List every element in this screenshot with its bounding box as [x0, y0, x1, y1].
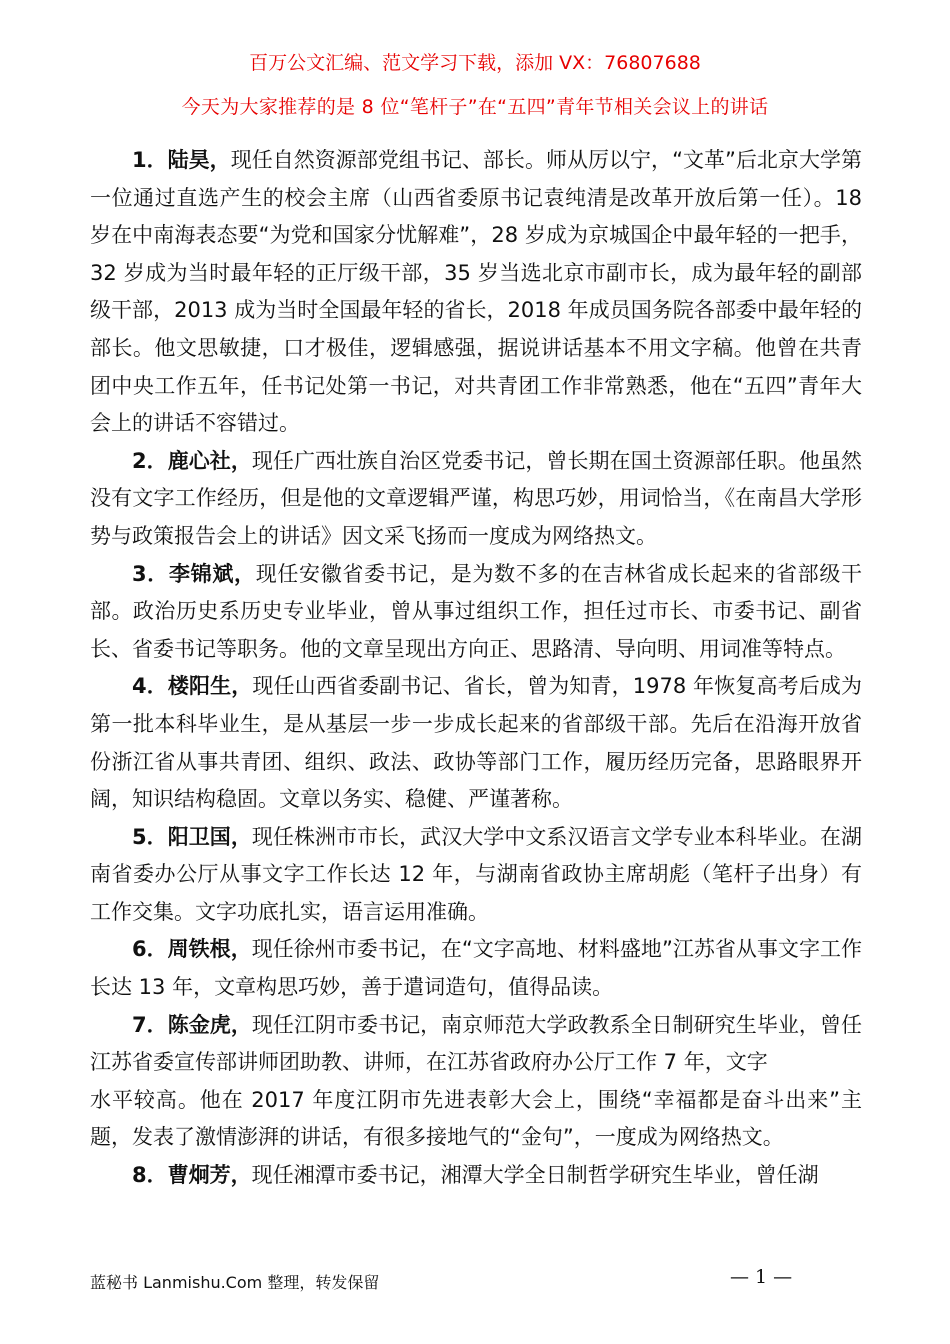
paragraph-text: 现任湘潭市委书记，湘潭大学全日制哲学研究生毕业，曾任湖: [251, 1163, 819, 1188]
paragraph-lead: 3．李锦斌，: [132, 561, 256, 586]
paragraph-lead: 1．陆昊，: [132, 148, 231, 172]
paragraph-li-jinbin: [90, 556, 862, 669]
paragraph-text: 水平较高。他在 2017 年度江阴市先进表彰大会上，围绕“幸福都是奋斗出来”主题，发表了激情澎湃的讲话，有很多接地气的“金句”，一度成为网络热文。: [90, 1087, 862, 1150]
paragraph-text: 现任株洲市市长，武汉大学中文系汉语言文学专业本科毕业。在湖南省委办公厅从事文字工作长达 12 年，与湖南省政协主席胡彪（笔杆子出身）有工作交集。文字功底扎实，语言运用准确。: [90, 824, 862, 924]
paragraph-lou-yangsheng: [90, 668, 862, 818]
paragraph-text: 现任安徽省委书记，是为数不多的在吉林省成长起来的省部级干部。政治历史系历史专业毕业，曾从事过组织工作，担任过市长、市委书记、副省长、省委书记等职务。他的文章呈现出方向正、思路清、导向明、用词准等特点。: [90, 561, 862, 661]
paragraph-text: 现任山西省委副书记、省长，曾为知青，1978 年恢复高考后成为第一批本科毕业生，是从基层一步一步成长起来的省部级干部。先后在沿海开放省份浙江省从事共青团、组织、政法、政协等部门工作，履历经历完备，思路眼界开阔，知识结构稳固。文章以务实、稳健、严谨著称。: [90, 674, 862, 812]
paragraph-lu-xinshe: [90, 443, 862, 556]
document-body: [90, 142, 862, 1195]
paragraph-text: 现任徐州市委书记，在“文字高地、材料盛地”江苏省从事文字工作长达 13 年，文章构思巧妙，善于遣词造句，值得品读。: [90, 937, 862, 1000]
paragraph-lead: 2．鹿心社，: [132, 448, 252, 473]
paragraph-lu-hao: [90, 142, 862, 443]
paragraph-zhou-tiegen: [90, 931, 862, 1006]
paragraph-text: 现任自然资源部党组书记、部长。师从厉以宁，“文革”后北京大学第一位通过直选产生的校会主席（山西省委原书记袁纯清是改革开放后第一任）。18 岁在中南海表态要“为党和国家分忧解难”，28 岁成为京城国企中最年轻的一把手，32 岁成为当时最年轻的正厅级干部，35 岁当选北京市副市长，成为最年轻的副部级干部，2013 成为当时全国最年轻的省长，2018 年成员国务院各部委中最年轻的部长。他文思敏捷，口才极佳，逻辑感强，据说讲话基本不用文字稿。他曾在共青团中央工作五年，任书记处第一书记，对共青团工作非常熟悉，他在“五四”青年大会上的讲话不容错过。: [90, 148, 862, 436]
header-promo-line: 百万公文汇编、范文学习下载，添加 VX：76807688: [249, 52, 701, 74]
paragraph-text: 现任江阴市委书记，南京师范大学政教系全日制研究生毕业，曾任江苏省委宣传部讲师团助教、讲师，在江苏省政府办公厅工作 7 年，文字: [90, 1012, 862, 1075]
page-number: — 1 —: [730, 1266, 793, 1288]
footer-credit: 蓝秘书 Lanmishu.Com 整理，转发保留: [90, 1273, 380, 1292]
paragraph-lead: 4．楼阳生，: [132, 674, 253, 699]
paragraph-yang-weiguo: [90, 819, 862, 932]
paragraph-lead: 5．阳卫国，: [132, 824, 252, 849]
paragraph-chen-jinhu-continued: [90, 1082, 862, 1157]
paragraph-lead: 7．陈金虎，: [132, 1012, 252, 1037]
paragraph-lead: 8．曹炯芳，: [132, 1163, 252, 1188]
paragraph-text: 现任广西壮族自治区党委书记，曾长期在国土资源部任职。他虽然没有文字工作经历，但是他的文章逻辑严谨，构思巧妙，用词恰当，《在南昌大学形势与政策报告会上的讲话》因文采飞扬而一度成为网络热文。: [90, 448, 862, 548]
paragraph-chen-jinhu: [90, 1007, 862, 1082]
paragraph-cao-jiongfang: [90, 1157, 862, 1195]
paragraph-lead: 6．周铁根，: [132, 937, 252, 962]
header-subtitle: 今天为大家推荐的是 8 位“笔杆子”在“五四”青年节相关会议上的讲话: [181, 96, 769, 118]
